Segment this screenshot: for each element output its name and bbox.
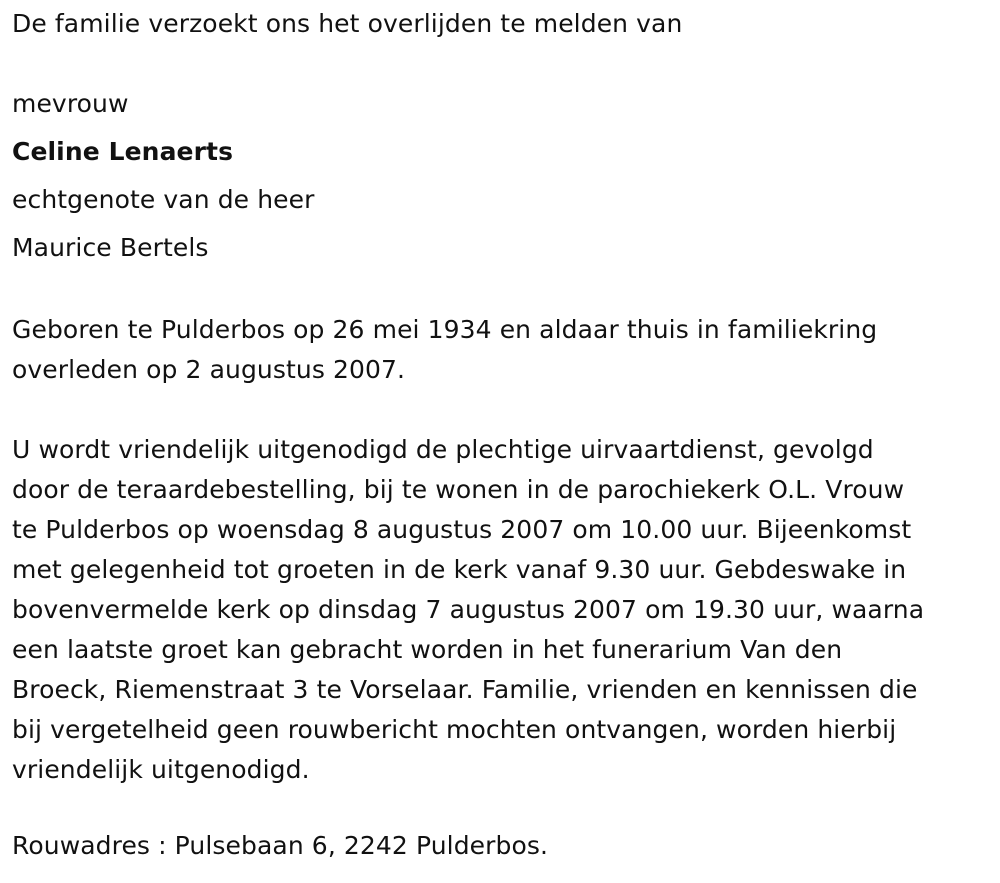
spouse-name: Maurice Bertels <box>12 233 209 262</box>
service-line: bovenvermelde kerk op dinsdag 7 augustus 2007 om 19.30 uur, waarna <box>12 595 925 624</box>
service-line: U wordt vriendelijk uitgenodigd de plechtige uirvaartdienst, gevolgd <box>12 435 874 464</box>
birth-line: overleden op 2 augustus 2007. <box>12 355 406 384</box>
service-line: bij vergetelheid geen rouwbericht mochten ontvangen, worden hierbij <box>12 715 897 744</box>
service-paragraph <box>12 430 924 790</box>
service-line: te Pulderbos op woensdag 8 augustus 2007 om 10.00 uur. Bijeenkomst <box>12 515 912 544</box>
birth-line: Geboren te Pulderbos op 26 mei 1934 en aldaar thuis in familiekring <box>12 315 878 344</box>
funeral-address: Rouwadres : Pulsebaan 6, 2242 Pulderbos. <box>12 831 549 860</box>
service-line: door de teraardebestelling, bij te wonen in de parochiekerk O.L. Vrouw <box>12 475 905 504</box>
spouse-label: echtgenote van de heer <box>12 185 315 214</box>
title-text: mevrouw <box>12 89 129 118</box>
service-line: Broeck, Riemenstraat 3 te Vorselaar. Familie, vrienden en kennissen die <box>12 675 918 704</box>
deceased-name: Celine Lenaerts <box>12 137 234 166</box>
intro-text: De familie verzoekt ons het overlijden te melden van <box>12 9 683 38</box>
service-line: vriendelijk uitgenodigd. <box>12 755 310 784</box>
birth-paragraph <box>12 310 877 390</box>
service-line: met gelegenheid tot groeten in de kerk vanaf 9.30 uur. Gebdeswake in <box>12 555 907 584</box>
service-line: een laatste groet kan gebracht worden in het funerarium Van den <box>12 635 843 664</box>
